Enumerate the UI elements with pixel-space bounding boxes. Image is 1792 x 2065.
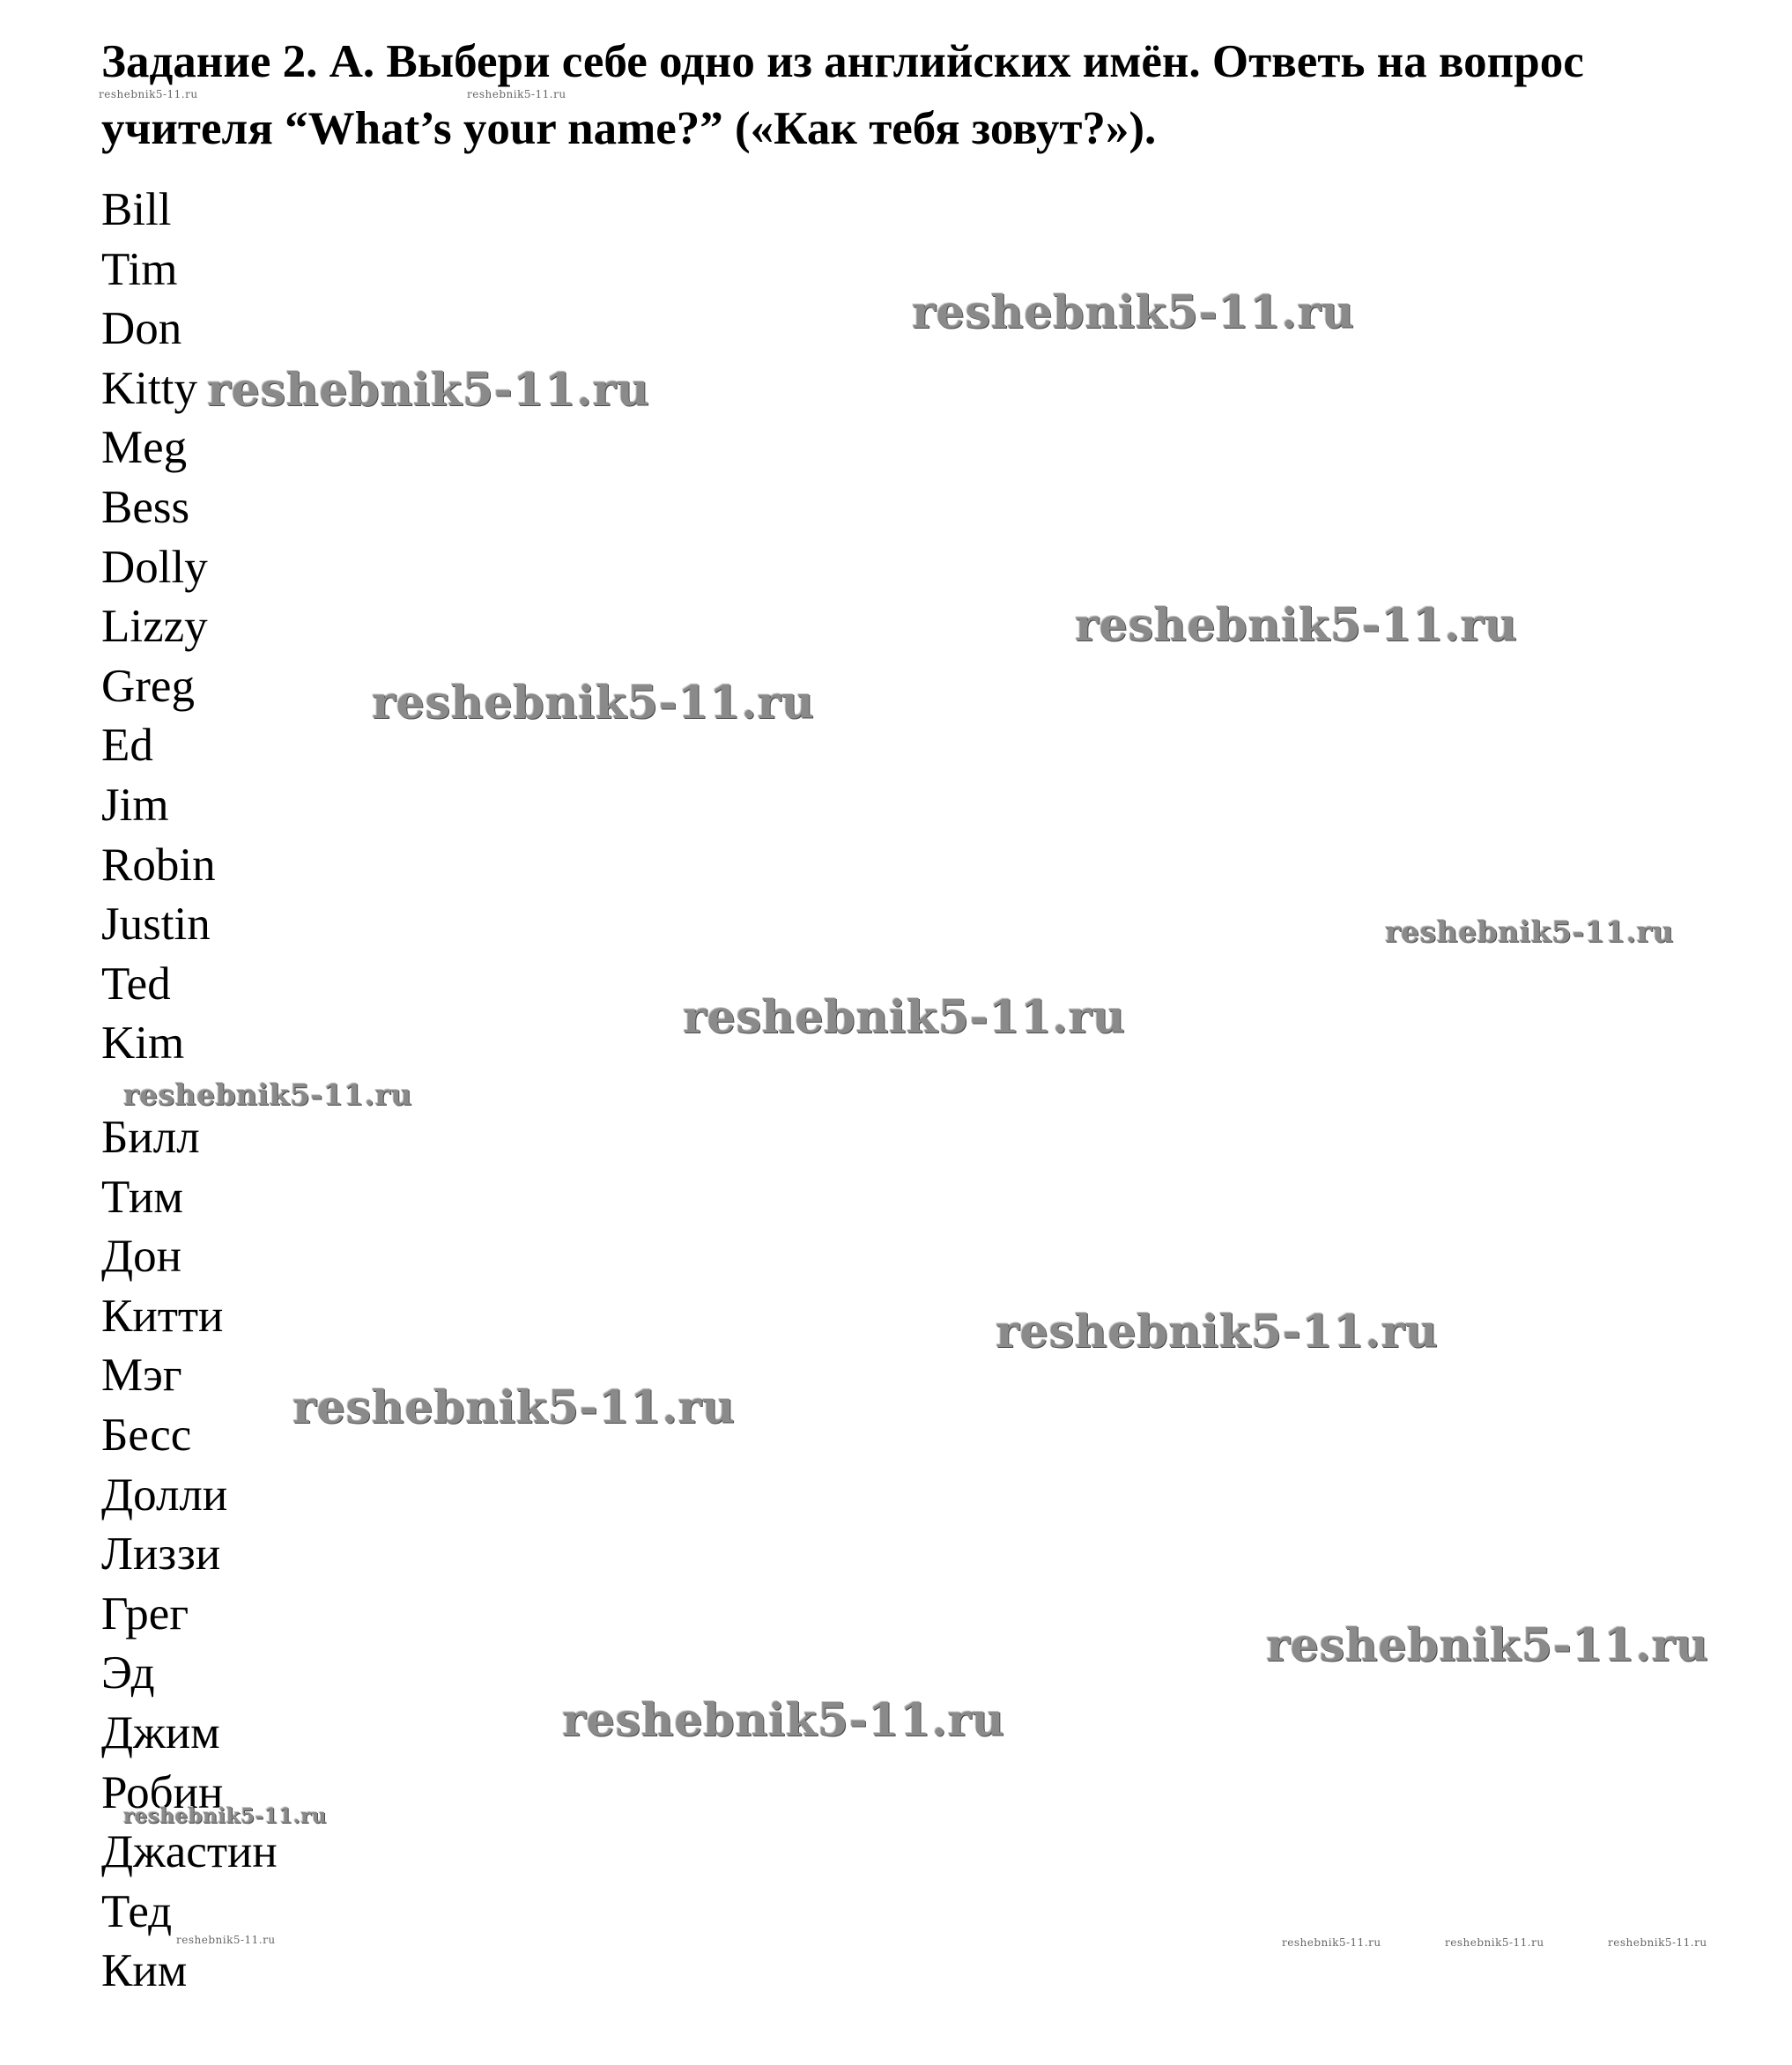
russian-name: Тим bbox=[101, 1171, 183, 1223]
watermark: reshebnik5-11.ru bbox=[1608, 1936, 1707, 1949]
watermark: reshebnik5-11.ru bbox=[1282, 1936, 1381, 1949]
watermark: reshebnik5-11.ru bbox=[996, 1306, 1439, 1358]
watermark: reshebnik5-11.ru bbox=[372, 677, 815, 729]
english-name: Dolly bbox=[101, 541, 208, 593]
russian-name: Билл bbox=[101, 1112, 200, 1163]
watermark: reshebnik5-11.ru bbox=[123, 1077, 412, 1112]
english-name: Don bbox=[101, 303, 182, 355]
english-name: Robin bbox=[101, 839, 216, 891]
watermark: reshebnik5-11.ru bbox=[912, 286, 1355, 339]
russian-name: Джастин bbox=[101, 1826, 278, 1878]
english-name: Meg bbox=[101, 422, 188, 474]
russian-name: Лиззи bbox=[101, 1528, 221, 1580]
watermark: reshebnik5-11.ru bbox=[1266, 1619, 1709, 1672]
watermark: reshebnik5-11.ru bbox=[467, 88, 566, 100]
english-name: Jim bbox=[101, 779, 169, 831]
english-name: Bill bbox=[101, 184, 172, 235]
watermark: reshebnik5-11.ru bbox=[1075, 599, 1518, 652]
watermark: reshebnik5-11.ru bbox=[1445, 1936, 1544, 1949]
task-heading-line-2: учителя “What’s your name?” («Как тебя зовут?»). bbox=[101, 103, 1157, 154]
english-name: Justin bbox=[101, 899, 211, 951]
watermark: reshebnik5-11.ru bbox=[207, 364, 650, 417]
watermark: reshebnik5-11.ru bbox=[1385, 914, 1674, 949]
russian-name: Эд bbox=[101, 1647, 155, 1699]
watermark: reshebnik5-11.ru bbox=[683, 991, 1126, 1044]
english-names-list bbox=[101, 181, 216, 1074]
russian-name: Грег bbox=[101, 1588, 189, 1639]
russian-name: Робин bbox=[101, 1766, 224, 1818]
russian-name: Мэг bbox=[101, 1350, 182, 1402]
english-name: Ted bbox=[101, 958, 171, 1010]
english-name: Greg bbox=[101, 660, 195, 712]
task-heading bbox=[101, 28, 1758, 162]
english-name: Lizzy bbox=[101, 601, 208, 653]
watermark: reshebnik5-11.ru bbox=[562, 1694, 1005, 1747]
russian-name: Джим bbox=[101, 1706, 220, 1758]
english-name: Bess bbox=[101, 481, 190, 533]
english-name: Ed bbox=[101, 720, 153, 772]
russian-name: Бесс bbox=[101, 1409, 192, 1461]
english-name: Tim bbox=[101, 243, 178, 295]
watermark: reshebnik5-11.ru bbox=[123, 1804, 327, 1828]
russian-name: Тед bbox=[101, 1885, 173, 1937]
russian-name: Китти bbox=[101, 1290, 224, 1342]
russian-name: Дон bbox=[101, 1231, 182, 1283]
task-heading-line-1: Задание 2. А. Выбери себе одно из английских имён. Ответь на вопрос bbox=[101, 36, 1584, 87]
english-name: Kitty bbox=[101, 362, 197, 414]
english-name: Kim bbox=[101, 1018, 185, 1070]
watermark: reshebnik5-11.ru bbox=[176, 1934, 276, 1946]
russian-name: Долли bbox=[101, 1469, 228, 1521]
russian-name: Ким bbox=[101, 1945, 188, 1997]
watermark: reshebnik5-11.ru bbox=[292, 1381, 736, 1434]
watermark: reshebnik5-11.ru bbox=[99, 88, 198, 100]
russian-names-list bbox=[101, 1108, 278, 2002]
